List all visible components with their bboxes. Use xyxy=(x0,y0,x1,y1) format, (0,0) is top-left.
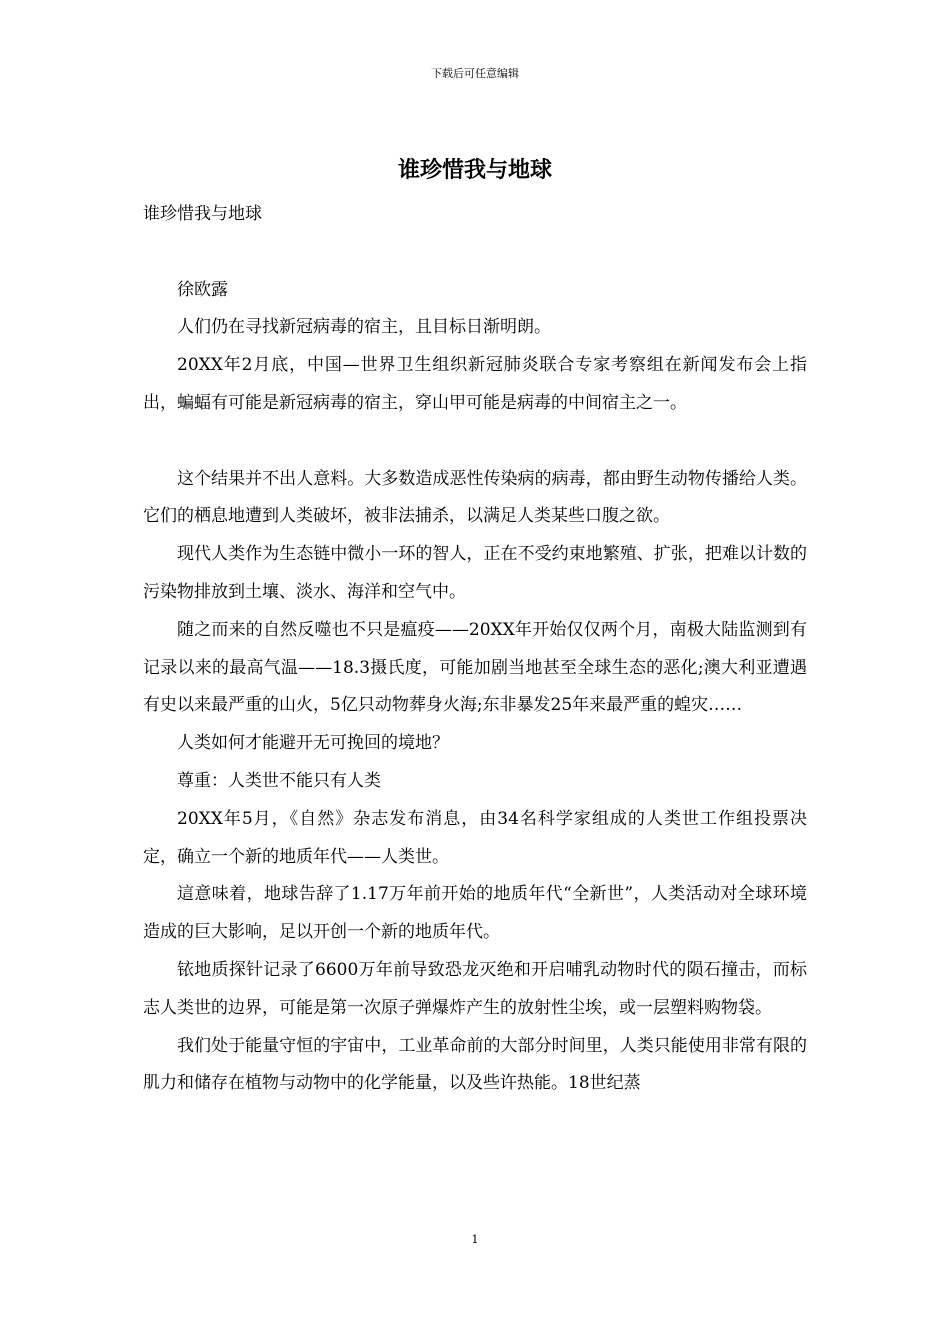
page-header-note: 下载后可任意编辑 xyxy=(431,67,519,80)
paragraph: 這意味着，地球告辞了1.17万年前开始的地质年代“全新世”，人类活动对全球环境造成的巨大影响，足以开创一个新的地质年代。 xyxy=(143,884,807,943)
document-title: 谁珍惜我与地球 xyxy=(397,157,552,183)
paragraph: 现代人类作为生态链中微小一环的智人，正在不受约束地繁殖、扩张，把难以计数的污染物排放到土壤、淡水、海洋和空气中。 xyxy=(143,544,807,602)
paragraph: 铱地质探针记录了6600万年前导致恐龙灭绝和开启哺乳动物时代的陨石撞击，而标志人类世的边界，可能是第一次原子弹爆炸产生的放射性尘埃，或一层塑料购物袋。 xyxy=(143,959,807,1018)
document-subtitle: 谁珍惜我与地球 xyxy=(143,204,262,224)
paragraph: 人类如何才能避开无可挽回的境地？ xyxy=(177,733,449,754)
paragraph: 随之而来的自然反噬也不只是瘟疫——20XX年开始仅仅两个月，南极大陆监测到有记录以来的最高气温——18.3摄氏度，可能加剧当地甚至全球生态的恶化;澳大利亚遭遇有史以来最严重的山火，5亿只动物葬身火海;东非暴发25年来最严重的蝗灾…… xyxy=(143,619,807,716)
blank-line xyxy=(143,423,807,461)
paragraph: 这个结果并不出人意料。大多数造成恶性传染病的病毒，都由野生动物传播给人类。它们的栖息地遭到人类破坏，被非法捕杀，以满足人类某些口腹之欲。 xyxy=(143,468,807,527)
paragraph: 20XX年5月，《自然》杂志发布消息，由34名科学家组成的人类世工作组投票决定，确立一个新的地质年代——人类世。 xyxy=(143,808,807,867)
document-body xyxy=(143,196,807,1103)
page-number: 1 xyxy=(471,1233,479,1246)
blank-line xyxy=(143,234,807,272)
paragraph: 人们仍在寻找新冠病毒的宿主，且目标日渐明朗。 xyxy=(177,317,551,338)
paragraph: 我们处于能量守恒的宇宙中，工业革命前的大部分时间里，人类只能使用非常有限的肌力和储存在植物与动物中的化学能量，以及些许热能。18世纪蒸 xyxy=(143,1035,807,1094)
paragraph: 20XX年2月底，中国—世界卫生组织新冠肺炎联合专家考察组在新闻发布会上指出，蝙蝠有可能是新冠病毒的宿主，穿山甲可能是病毒的中间宿主之一。 xyxy=(143,355,807,413)
author-name: 徐欧露 xyxy=(177,279,228,300)
section-heading: 尊重：人类世不能只有人类 xyxy=(177,770,381,791)
